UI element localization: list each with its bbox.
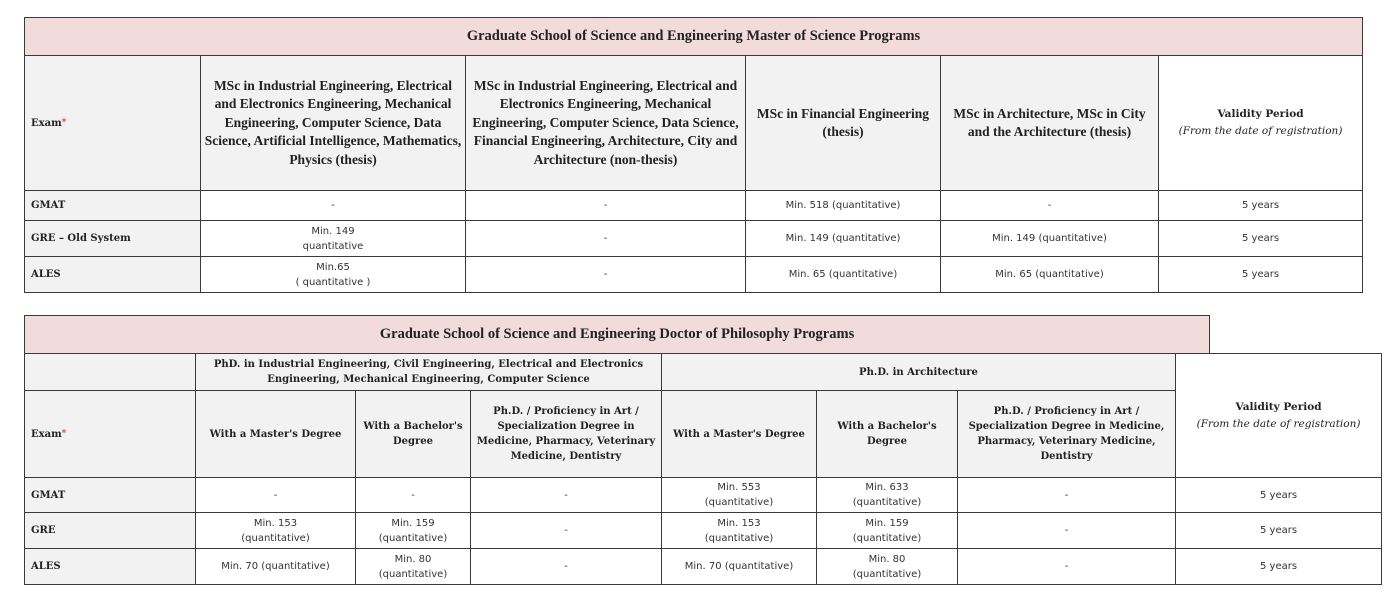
exam-name: GMAT <box>25 478 196 513</box>
requirement-cell: Min. 159 (quantitative) <box>817 513 958 549</box>
column-header: MSc in Industrial Engineering, Electrical and Electronics Engineering, Mechanical Engineering, Computer Science, Data Science, Artificial Intelligence, Mathematics, Physics (thesis) <box>201 56 466 191</box>
requirement-cell: Min. 149 (quantitative) <box>746 221 941 257</box>
msc-table-body <box>25 191 1363 293</box>
requirement-cell: Min. 80 (quantitative) <box>356 549 471 585</box>
requirement-cell: - <box>201 191 466 221</box>
requirement-cell: - <box>466 257 746 293</box>
validity-cell: 5 years <box>1159 257 1363 293</box>
requirement-cell: - <box>471 549 662 585</box>
phd-table-title: Graduate School of Science and Engineering Doctor of Philosophy Programs <box>25 316 1210 354</box>
requirement-cell: - <box>471 478 662 513</box>
validity-cell: 5 years <box>1176 478 1382 513</box>
subcolumn-header: Ph.D. / Proficiency in Art / Specialization Degree in Medicine, Pharmacy, Veterinary Medicine, Dentistry <box>958 391 1176 478</box>
subcolumn-header: With a Bachelor's Degree <box>817 391 958 478</box>
validity-title: Validity Period <box>1217 108 1304 120</box>
requirement-cell: - <box>196 478 356 513</box>
requirement-cell: Min. 70 (quantitative) <box>196 549 356 585</box>
table-row <box>25 221 1363 257</box>
blank-cell <box>1210 316 1382 354</box>
exam-header-label: Exam <box>31 428 62 440</box>
validity-title: Validity Period <box>1235 400 1322 413</box>
table-row <box>25 478 1382 513</box>
validity-header <box>1159 56 1363 191</box>
table-row <box>25 513 1382 549</box>
validity-cell: 5 years <box>1176 549 1382 585</box>
program-group-header: PhD. in Industrial Engineering, Civil Engineering, Electrical and Electronics Engineering, Mechanical Engineering, Computer Science <box>196 354 662 391</box>
validity-subtitle: (From the date of registration) <box>1178 125 1343 137</box>
requirement-cell: Min. 553 (quantitative) <box>662 478 817 513</box>
requirement-cell: - <box>466 191 746 221</box>
program-group-header: Ph.D. in Architecture <box>662 354 1176 391</box>
requirement-cell: Min. 153 (quantitative) <box>662 513 817 549</box>
requirement-cell: Min. 80 (quantitative) <box>817 549 958 585</box>
exam-name: GRE – Old System <box>25 221 201 257</box>
subcolumn-header: With a Master's Degree <box>662 391 817 478</box>
requirement-cell: Min. 153 (quantitative) <box>196 513 356 549</box>
exam-header <box>25 391 196 478</box>
exam-name: GMAT <box>25 191 201 221</box>
requirement-cell: Min. 65 (quantitative) <box>746 257 941 293</box>
requirement-cell: Min. 65 (quantitative) <box>941 257 1159 293</box>
msc-requirements-table <box>24 17 1363 293</box>
column-header: MSc in Architecture, MSc in City and the Architecture (thesis) <box>941 56 1159 191</box>
table-row <box>25 257 1363 293</box>
exam-name: GRE <box>25 513 196 549</box>
requirement-cell: - <box>356 478 471 513</box>
requirement-cell: - <box>958 513 1176 549</box>
requirement-cell: Min. 70 (quantitative) <box>662 549 817 585</box>
validity-header <box>1176 354 1382 478</box>
required-mark: * <box>61 117 67 128</box>
column-header: MSc in Financial Engineering (thesis) <box>746 56 941 191</box>
validity-subtitle: (From the date of registration) <box>1196 417 1361 430</box>
requirement-cell: - <box>466 221 746 257</box>
requirement-cell: Min. 159 (quantitative) <box>356 513 471 549</box>
phd-table-body <box>25 478 1382 585</box>
requirement-cell: - <box>941 191 1159 221</box>
phd-requirements-table <box>24 315 1382 585</box>
requirement-cell: - <box>471 513 662 549</box>
validity-cell: 5 years <box>1176 513 1382 549</box>
empty-header <box>25 354 196 391</box>
requirement-cell: Min. 149 quantitative <box>201 221 466 257</box>
table-row <box>25 191 1363 221</box>
msc-table-title: Graduate School of Science and Engineering Master of Science Programs <box>25 18 1363 56</box>
required-mark: * <box>61 428 67 439</box>
exam-name: ALES <box>25 257 201 293</box>
requirement-cell: - <box>958 478 1176 513</box>
subcolumn-header: Ph.D. / Proficiency in Art / Specialization Degree in Medicine, Pharmacy, Veterinary Medicine, Dentistry <box>471 391 662 478</box>
subcolumn-header: With a Bachelor's Degree <box>356 391 471 478</box>
table-row <box>25 549 1382 585</box>
requirement-cell: Min. 518 (quantitative) <box>746 191 941 221</box>
exam-header <box>25 56 201 191</box>
column-header: MSc in Industrial Engineering, Electrical and Electronics Engineering, Mechanical Engineering, Computer Science, Data Science, Financial Engineering, Architecture, City and Architecture (non-thesis) <box>466 56 746 191</box>
requirement-cell: Min.65 ( quantitative ) <box>201 257 466 293</box>
requirement-cell: Min. 633 (quantitative) <box>817 478 958 513</box>
requirement-cell: - <box>958 549 1176 585</box>
exam-name: ALES <box>25 549 196 585</box>
requirement-cell: Min. 149 (quantitative) <box>941 221 1159 257</box>
exam-header-label: Exam <box>31 117 62 129</box>
subcolumn-header: With a Master's Degree <box>196 391 356 478</box>
validity-cell: 5 years <box>1159 191 1363 221</box>
validity-cell: 5 years <box>1159 221 1363 257</box>
